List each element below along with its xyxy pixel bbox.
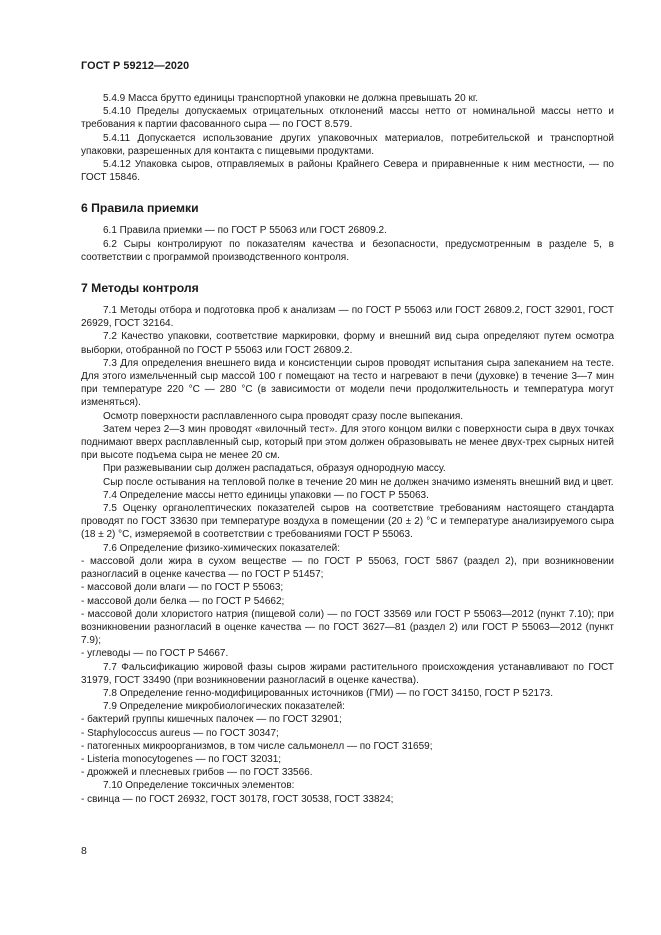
paragraph-7-1: 7.1 Методы отбора и подготовка проб к анализам — по ГОСТ Р 55063 или ГОСТ 26809.2, ГОСТ 32901, ГОСТ 26929, ГОСТ 32164.	[81, 305, 614, 330]
paragraph-7-8: 7.8 Определение генно-модифицированных источников (ГМИ) — по ГОСТ 34150, ГОСТ Р 52173.	[103, 687, 554, 699]
list-item-staphylococcus: - Staphylococcus aureus — по ГОСТ 30347;	[81, 727, 279, 739]
paragraph-5-4-11: 5.4.11 Допускается использование других упаковочных материалов, потребительской и транспортной упаковки, разрешенных для контакта с пищевыми продуктами.	[81, 132, 614, 157]
paragraph-7-5: 7.5 Оценку органолептических показателей сыров на соответствие требованиям настоящего стандарта проводят по ГОСТ 33630 при температуре воздуха в помещении (20 ± 2) °С и температуре анализируемого сыра (18 ± 2) °С, измеряемой в соответствии с требованиями ГОСТ Р 55063.	[81, 503, 614, 541]
document-body	[81, 92, 614, 806]
list-item-protein: - массовой доли белка — по ГОСТ Р 54662;	[81, 595, 285, 607]
paragraph-5-4-12: 5.4.12 Упаковка сыров, отправляемых в районы Крайнего Севера и приравненные к ним местности, — по ГОСТ 15846.	[81, 159, 614, 184]
document-header-code: ГОСТ Р 59212—2020	[81, 60, 190, 72]
page-number: 8	[81, 845, 87, 857]
paragraph-7-9: 7.9 Определение микробиологических показателей:	[103, 701, 345, 713]
paragraph-7-3-cooling: Сыр после остывания на тепловой полке в течение 20 мин не должен значимо изменять внешний вид и цвет.	[103, 476, 614, 488]
paragraph-7-2: 7.2 Качество упаковки, соответствие маркировки, форму и внешний вид сыра определяют путем осмотра выборки, отобранной по ГОСТ Р 55063 или ГОСТ 26809.2.	[81, 331, 614, 356]
paragraph-7-3-chewing: При разжевывании сыр должен распадаться, образуя однородную массу.	[103, 463, 446, 475]
section-7-heading: 7 Методы контроля	[81, 281, 199, 296]
paragraph-5-4-10: 5.4.10 Пределы допускаемых отрицательных отклонений массы нетто от номинальной массы нетто и требования к партии фасованного сыра — по ГОСТ 8.579.	[81, 106, 614, 131]
paragraph-7-10: 7.10 Определение токсичных элементов:	[103, 780, 295, 792]
list-item-pathogens: - патогенных микроорганизмов, в том числе сальмонелл — по ГОСТ 31659;	[81, 740, 433, 752]
paragraph-7-3-surface: Осмотр поверхности расплавленного сыра проводят сразу после выпекания.	[103, 410, 464, 422]
list-item-coliforms: - бактерий группы кишечных палочек — по ГОСТ 32901;	[81, 714, 342, 726]
paragraph-6-1: 6.1 Правила приемки — по ГОСТ Р 55063 или ГОСТ 26809.2.	[103, 225, 387, 237]
list-item-fat: - массовой доли жира в сухом веществе — по ГОСТ Р 55063, ГОСТ 5867 (раздел 2), при возникновении разногласий в оценке качества — по ГОСТ Р 51457;	[81, 555, 614, 581]
paragraph-7-7: 7.7 Фальсификацию жировой фазы сыров жирами растительного происхождения устанавливают по ГОСТ 31979, ГОСТ 33490 (при возникновении разногласий в оценке качества).	[81, 661, 614, 686]
list-item-yeast-mold: - дрожжей и плесневых грибов — по ГОСТ 33566.	[81, 767, 313, 779]
list-item-listeria: - Listeria monocytogenes — по ГОСТ 32031;	[81, 753, 282, 765]
paragraph-6-2: 6.2 Сыры контролируют по показателям качества и безопасности, предусмотренным в разделе 5, в соответствии с программой производственного контроля.	[81, 238, 614, 263]
section-6-heading: 6 Правила приемки	[81, 201, 199, 216]
paragraph-7-3-fork-test: Затем через 2—3 мин проводят «вилочный тест». Для этого концом вилки с поверхности сыра в двух точках поднимают вверх расплавленный сыр, который при этом должен образовывать не менее двух-трех сырных нитей при высоте подъема сыра не менее 20 см.	[81, 423, 614, 462]
paragraph-7-4: 7.4 Определение массы нетто единицы упаковки — по ГОСТ Р 55063.	[103, 489, 429, 501]
list-item-salt: - массовой доли хлористого натрия (пищевой соли) — по ГОСТ 33569 или ГОСТ Р 55063—2012 (пункт 7.10); при возникновении разногласий в оценке качества — по ГОСТ 3627—81 (раздел 2) или ГОСТ Р 55063—2012 (пункт 7.9);	[81, 608, 614, 647]
list-item-moisture: - массовой доли влаги — по ГОСТ Р 55063;	[81, 582, 284, 594]
list-item-lead: - свинца — по ГОСТ 26932, ГОСТ 30178, ГОСТ 30538, ГОСТ 33824;	[81, 793, 394, 805]
paragraph-5-4-9: 5.4.9 Масса брутто единицы транспортной упаковки не должна превышать 20 кг.	[103, 93, 479, 104]
list-item-carbohydrates: - углеводы — по ГОСТ Р 54667.	[81, 648, 229, 660]
paragraph-7-6: 7.6 Определение физико-химических показателей:	[103, 542, 341, 554]
paragraph-7-3: 7.3 Для определения внешнего вида и консистенции сыров проводят испытания сыра запеканием на тесте. Для этого измельченный сыр массой 100 г помещают на тесто и нагревают в печи (духовке) в течение 3—7 мин при температуре 220 °С — 280 °С (в зависимости от модели печи продолжительность и температура могут изменяться).	[81, 357, 614, 409]
